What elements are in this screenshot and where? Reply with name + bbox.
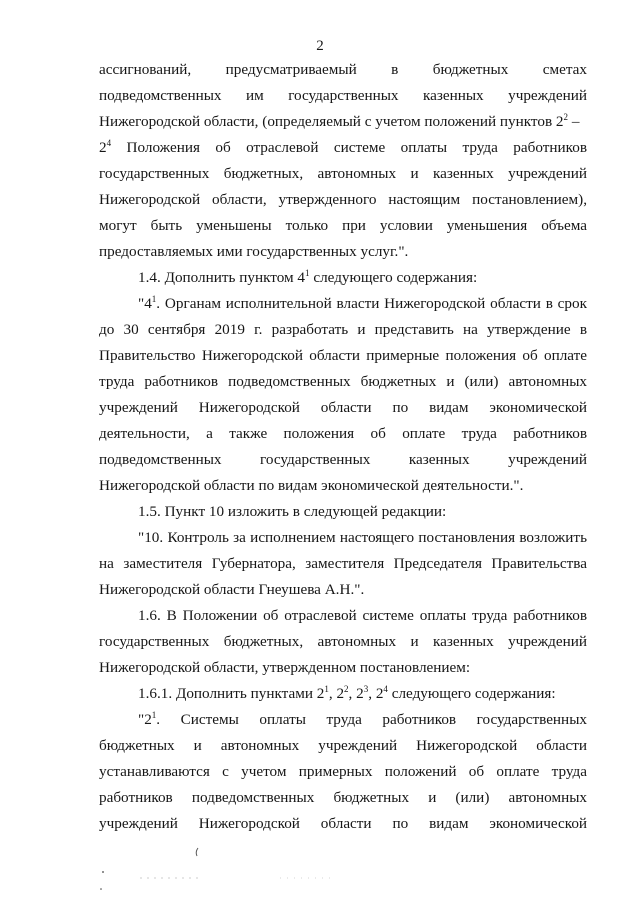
- scan-speck: [100, 888, 102, 890]
- word: Нижегородской: [198, 399, 300, 416]
- word: казенных: [422, 87, 484, 104]
- text-line: Правительство Нижегородской области примерные положения об оплате: [99, 347, 587, 364]
- word: труда: [326, 711, 362, 728]
- text-line: [138, 710, 587, 730]
- text-line: 1.6. В Положении об отраслевой системе оплаты труда работников: [138, 607, 587, 624]
- text-line: [138, 684, 587, 704]
- word: казенных: [408, 451, 470, 468]
- scan-speck: [102, 871, 104, 873]
- text-line: [99, 736, 587, 756]
- text-line: [99, 86, 587, 106]
- word: видам: [429, 399, 469, 416]
- word: и: [193, 737, 202, 754]
- word: подведомственных: [191, 789, 315, 806]
- text-line: [138, 268, 587, 288]
- text-line: [99, 138, 587, 158]
- text-run: 2: [99, 139, 107, 156]
- word: бюджетных: [99, 737, 175, 754]
- superscript: 4: [106, 138, 112, 148]
- text-run: , 2: [348, 685, 364, 702]
- text-line: Нижегородской области, утвержденного настоящим постановлением),: [99, 191, 587, 208]
- word: ассигнований,: [99, 61, 192, 78]
- text-run: 1.6.1. Дополнить пунктами 2: [138, 685, 325, 702]
- word: подведомственных: [99, 87, 222, 104]
- text-run: Положения об отраслевой системе оплаты труда работников: [111, 139, 587, 156]
- word: учреждений: [318, 737, 398, 754]
- text-line: [99, 814, 587, 834]
- scan-speck: [196, 848, 198, 856]
- word: учреждений: [99, 815, 178, 832]
- text-line: Нижегородской области Гнеушева А.Н.".: [99, 581, 365, 598]
- text-line: на заместителя Губернатора, заместителя Председателя Правительства: [99, 555, 587, 572]
- page-number: 2: [316, 38, 324, 54]
- superscript: 1: [151, 294, 157, 304]
- text-run: Нижегородской области, (определяемый с учетом положений пунктов 2: [99, 113, 564, 130]
- text-line: Нижегородской области, утвержденном постановлением:: [99, 659, 471, 676]
- text-run: . Органам исполнительной власти Нижегородской области в срок: [156, 295, 587, 312]
- word: по: [392, 399, 409, 416]
- word: области: [320, 815, 372, 832]
- word: государственных: [288, 87, 399, 104]
- superscript: 4: [383, 684, 388, 694]
- word: предусматриваемый: [225, 61, 357, 78]
- word: им: [245, 87, 264, 104]
- text-run: .: [156, 711, 161, 728]
- word: бюджетных: [432, 61, 509, 78]
- superscript: 1: [305, 268, 310, 278]
- word: оплаты: [259, 711, 306, 728]
- text-line: [99, 112, 587, 132]
- text-line: "10. Контроль за исполнением настоящего постановления возложить: [138, 529, 587, 546]
- word: государственных: [260, 451, 371, 468]
- text-line: 1.5. Пункт 10 изложить в следующей редакции:: [138, 503, 447, 520]
- word: Системы: [180, 711, 239, 728]
- text-line: [99, 450, 587, 470]
- word: области: [536, 737, 587, 754]
- text-line: [99, 398, 587, 418]
- text-run: , 2: [328, 685, 345, 702]
- word: по: [392, 815, 409, 832]
- word: области: [320, 399, 372, 416]
- word: работников: [99, 789, 173, 806]
- text-run: "2: [138, 711, 152, 728]
- text-run: "4: [138, 295, 152, 312]
- word: видам: [429, 815, 469, 832]
- superscript: 1: [324, 684, 329, 694]
- word: сметах: [542, 61, 588, 78]
- text-run: , 2: [368, 685, 384, 702]
- text-line: устанавливаются с учетом примерных положений об оплате труда: [99, 763, 587, 780]
- superscript: 2: [344, 684, 349, 694]
- text-run: следующего содержания:: [387, 685, 556, 702]
- word: [138, 711, 160, 728]
- word: учреждений: [99, 399, 178, 416]
- text-line: [99, 60, 587, 80]
- superscript: 1: [151, 710, 157, 720]
- word: подведомственных: [99, 451, 222, 468]
- text-line: труда работников подведомственных бюджетных и (или) автономных: [99, 373, 587, 390]
- text-run: –: [568, 113, 580, 130]
- word: экономической: [489, 815, 588, 832]
- word: экономической: [489, 399, 588, 416]
- word: бюджетных: [333, 789, 410, 806]
- text-run: 1.4. Дополнить пунктом 4: [138, 269, 306, 286]
- superscript: 2: [563, 112, 569, 122]
- text-line: деятельности, а также положения об оплате труда работников: [99, 425, 587, 442]
- text-line: [99, 788, 587, 808]
- word: работников: [382, 711, 457, 728]
- word: учреждений: [508, 451, 588, 468]
- text-line: могут быть уменьшены только при условии уменьшения объема: [99, 217, 587, 234]
- word: учреждений: [508, 87, 588, 104]
- text-run: следующего содержания:: [309, 269, 478, 286]
- word: Нижегородской: [198, 815, 300, 832]
- word: в: [391, 61, 399, 78]
- word: (или): [455, 789, 490, 806]
- text-line: до 30 сентября 2019 г. разработать и представить на утверждение в: [99, 321, 587, 338]
- word: государственных: [476, 711, 587, 728]
- word: автономных: [508, 789, 588, 806]
- word: Нижегородской: [416, 737, 518, 754]
- text-line: государственных бюджетных, автономных и казенных учреждений: [99, 633, 587, 650]
- text-line: [138, 294, 587, 314]
- word: автономных: [220, 737, 300, 754]
- superscript: 3: [363, 684, 369, 694]
- text-line: государственных бюджетных, автономных и казенных учреждений: [99, 165, 587, 182]
- text-line: Нижегородской области по видам экономической деятельности.".: [99, 477, 524, 494]
- word: и: [428, 789, 437, 806]
- text-line: предоставляемых ими государственных услуг.".: [99, 243, 409, 260]
